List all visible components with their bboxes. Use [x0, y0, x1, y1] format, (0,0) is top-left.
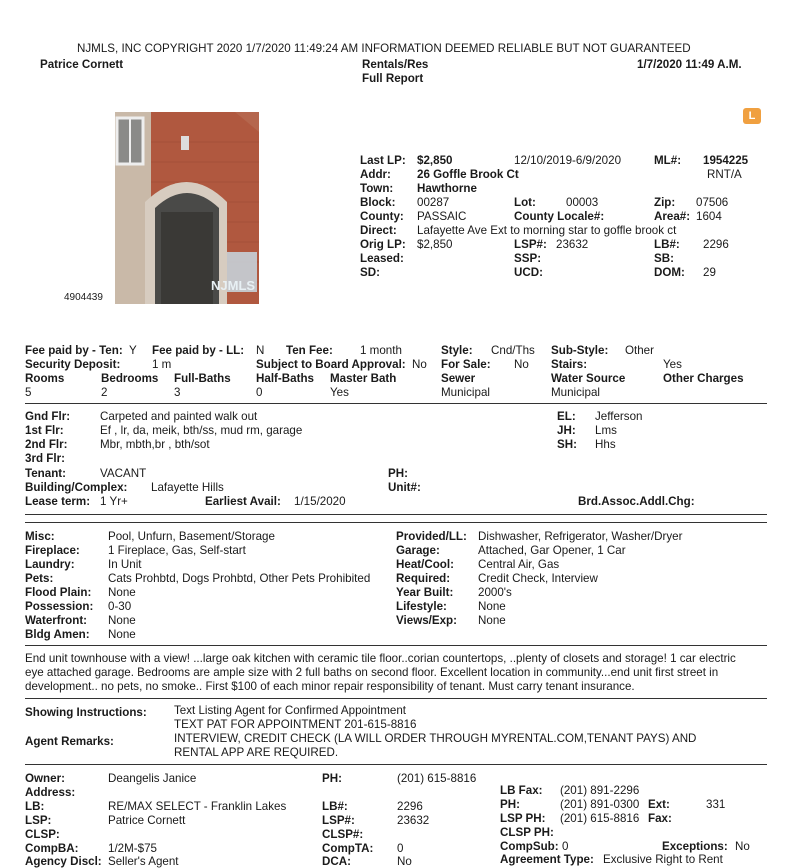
orig-lp-label: Orig LP: — [360, 238, 406, 251]
clsp-ph-label: CLSP PH: — [500, 826, 554, 839]
photo-id: 4904439 — [64, 292, 103, 303]
agent-remarks-line-2: INTERVIEW, CREDIT CHECK (LA WILL ORDER THROUGH MYRENTAL.COM,TENANT PAYS) AND — [174, 732, 697, 745]
photo-watermark: NJMLS — [211, 278, 256, 293]
sewer: Municipal — [441, 386, 490, 399]
lot: 00003 — [566, 196, 599, 209]
sb-label: SB: — [654, 252, 674, 265]
lsp-number: 23632 — [556, 238, 589, 251]
address: 26 Goffle Brook Ct — [417, 168, 519, 181]
for-sale: No — [514, 358, 529, 371]
lsp-num-label: LSP#: — [322, 814, 355, 827]
fee-ll: N — [256, 344, 265, 357]
water-source: Municipal — [551, 386, 600, 399]
lb-fax-label: LB Fax: — [500, 784, 543, 797]
divider — [25, 403, 767, 404]
lsp-agent: Patrice Cornett — [108, 814, 186, 827]
misc-label: Misc: — [25, 530, 55, 543]
direct-label: Direct: — [360, 224, 397, 237]
masterbath: Yes — [330, 386, 349, 399]
area-label: Area#: — [654, 210, 691, 223]
ext: 331 — [706, 798, 726, 811]
owner: Deangelis Janice — [108, 772, 197, 785]
views: None — [478, 614, 506, 627]
stairs: Yes — [663, 358, 682, 371]
status-badge: L — [743, 108, 761, 124]
year-built: 2000's — [478, 586, 512, 599]
pets: Cats Prohbtd, Dogs Prohbtd, Other Pets Prohibited — [108, 572, 371, 585]
laundry-label: Laundry: — [25, 558, 75, 571]
sh-label: SH: — [557, 438, 577, 451]
zip-label: Zip: — [654, 196, 676, 209]
zip: 07506 — [696, 196, 729, 209]
garage: Attached, Gar Opener, 1 Car — [478, 544, 626, 557]
security-deposit-label: Security Deposit: — [25, 358, 121, 371]
county: PASSAIC — [417, 210, 467, 223]
divider — [25, 645, 767, 646]
halfbaths-label: Half-Baths — [256, 372, 314, 385]
lb-office: RE/MAX SELECT - Franklin Lakes — [108, 800, 287, 813]
office-ph-label: PH: — [500, 798, 520, 811]
ssp-label: SSP: — [514, 252, 542, 265]
town-label: Town: — [360, 182, 394, 195]
building-label: Building/Complex: — [25, 481, 128, 494]
clsp-num-label: CLSP#: — [322, 828, 364, 841]
lease-term-label: Lease term: — [25, 495, 91, 508]
owner-label: Owner: — [25, 772, 65, 785]
fee-ten-label: Fee paid by - Ten: — [25, 344, 123, 357]
dca-label: DCA: — [322, 855, 351, 868]
divider — [25, 522, 767, 523]
ten-fee-label: Ten Fee: — [286, 344, 333, 357]
block: 00287 — [417, 196, 450, 209]
owner-ph-label: PH: — [322, 772, 342, 785]
compsub-label: CompSub: — [500, 840, 559, 853]
sh-school: Hhs — [595, 438, 616, 451]
lb-number: 2296 — [703, 238, 729, 251]
agent-remarks-line-1: TEXT PAT FOR APPOINTMENT 201-615-8816 — [174, 718, 417, 731]
dca: No — [397, 855, 412, 868]
remarks-line-1: End unit townhouse with a view! ...large oak kitchen with ceramic tile floor..corian countertops, ..plenty of closets and storage! 1 car electric — [25, 652, 736, 665]
dom: 29 — [703, 266, 716, 279]
sewer-label: Sewer — [441, 372, 476, 385]
copyright-notice: NJMLS, INC COPYRIGHT 2020 1/7/2020 11:49:24 AM INFORMATION DEEMED RELIABLE BUT NOT GUARANTEED — [77, 42, 691, 55]
divider — [25, 764, 767, 765]
waterfront-label: Waterfront: — [25, 614, 88, 627]
masterbath-label: Master Bath — [330, 372, 397, 385]
agency-discl: Seller's Agent — [108, 855, 179, 868]
lsp-num: 23632 — [397, 814, 430, 827]
halfbaths: 0 — [256, 386, 263, 399]
last-lp-label: Last LP: — [360, 154, 406, 167]
lb-num: 2296 — [397, 800, 423, 813]
required: Credit Check, Interview — [478, 572, 598, 585]
security-deposit: 1 m — [152, 358, 172, 371]
for-sale-label: For Sale: — [441, 358, 491, 371]
block-label: Block: — [360, 196, 396, 209]
last-lp-value: $2,850 — [417, 154, 453, 167]
compta: 0 — [397, 842, 404, 855]
required-label: Required: — [396, 572, 451, 585]
exceptions-label: Exceptions: — [662, 840, 728, 853]
report-title: Full Report — [362, 72, 424, 85]
town: Hawthorne — [417, 182, 477, 195]
flood-plain-label: Flood Plain: — [25, 586, 92, 599]
remarks-line-2: eye attached garage. Bedrooms are ample size with 2 full baths on second floor. Excellent location in community...end unit first street in — [25, 666, 719, 679]
showing-label: Showing Instructions: — [25, 706, 147, 719]
views-label: Views/Exp: — [396, 614, 458, 627]
county-label: County: — [360, 210, 404, 223]
agreement-type: Exclusive Right to Rent — [603, 853, 723, 866]
agent-name: Patrice Cornett — [40, 58, 124, 71]
fireplace: 1 Fireplace, Gas, Self-start — [108, 544, 246, 557]
divider — [25, 698, 767, 699]
building: Lafayette Hills — [151, 481, 224, 494]
year-built-label: Year Built: — [396, 586, 454, 599]
remarks-line-3: development.. no pets, no smoke.. First $100 of each minor repair responsibility of tenant. Must carry tenant insurance. — [25, 680, 635, 693]
el-label: EL: — [557, 410, 576, 423]
board-approval-label: Subject to Board Approval: — [256, 358, 406, 371]
office-phone: (201) 891-0300 — [560, 798, 640, 811]
agent-remarks-line-3: RENTAL APP ARE REQUIRED. — [174, 746, 339, 759]
fee-ll-label: Fee paid by - LL: — [152, 344, 245, 357]
divider — [25, 514, 767, 515]
el-school: Jefferson — [595, 410, 643, 423]
ml-label: ML#: — [654, 154, 682, 167]
lifestyle-label: Lifestyle: — [396, 600, 447, 613]
rooms: 5 — [25, 386, 32, 399]
jh-label: JH: — [557, 424, 576, 437]
possession: 0-30 — [108, 600, 132, 613]
gnd-flr: Carpeted and painted walk out — [100, 410, 258, 423]
dom-label: DOM: — [654, 266, 685, 279]
lease-term: 1 Yr+ — [100, 495, 128, 508]
compba-label: CompBA: — [25, 842, 79, 855]
style-label: Style: — [441, 344, 473, 357]
agency-discl-label: Agency Discl: — [25, 855, 102, 868]
ph-label: PH: — [388, 467, 408, 480]
first-flr-label: 1st Flr: — [25, 424, 64, 437]
ml-number: 1954225 — [703, 154, 749, 167]
second-flr: Mbr, mbth,br , bth/sot — [100, 438, 210, 451]
second-flr-label: 2nd Flr: — [25, 438, 68, 451]
laundry: In Unit — [108, 558, 142, 571]
third-flr-label: 3rd Flr: — [25, 452, 65, 465]
orig-lp: $2,850 — [417, 238, 453, 251]
ext-label: Ext: — [648, 798, 670, 811]
date-range: 12/10/2019-6/9/2020 — [514, 154, 622, 167]
addr-label: Addr: — [360, 168, 391, 181]
fullbaths-label: Full-Baths — [174, 372, 231, 385]
county-locale-label: County Locale#: — [514, 210, 605, 223]
address-label: Address: — [25, 786, 76, 799]
pets-label: Pets: — [25, 572, 54, 585]
agent-remarks-label: Agent Remarks: — [25, 735, 114, 748]
ucd-label: UCD: — [514, 266, 543, 279]
fax-label: Fax: — [648, 812, 672, 825]
bldg-amen-label: Bldg Amen: — [25, 628, 90, 641]
provided-label: Provided/LL: — [396, 530, 467, 543]
provided: Dishwasher, Refrigerator, Washer/Dryer — [478, 530, 683, 543]
bedrooms: 2 — [101, 386, 108, 399]
first-flr: Ef , lr, da, meik, bth/ss, mud rm, garage — [100, 424, 303, 437]
exceptions: No — [735, 840, 750, 853]
brd-assoc-label: Brd.Assoc.Addl.Chg: — [578, 495, 695, 508]
lsp-ph-label: LSP PH: — [500, 812, 546, 825]
bldg-amen: None — [108, 628, 136, 641]
lb-office-label: LB: — [25, 800, 45, 813]
jh-school: Lms — [595, 424, 617, 437]
lsp-agent-label: LSP: — [25, 814, 52, 827]
property-photo[interactable] — [115, 112, 259, 304]
townhouse-image — [115, 112, 259, 304]
clsp-label: CLSP: — [25, 828, 60, 841]
leased-label: Leased: — [360, 252, 404, 265]
owner-phone: (201) 615-8816 — [397, 772, 477, 785]
lb-num-label: LB#: — [322, 800, 348, 813]
compsub: 0 — [562, 840, 569, 853]
lsp-label: LSP#: — [514, 238, 547, 251]
compba: 1/2M-$75 — [108, 842, 157, 855]
substyle: Other — [625, 344, 654, 357]
stairs-label: Stairs: — [551, 358, 588, 371]
lb-label: LB#: — [654, 238, 680, 251]
earliest-avail-label: Earliest Avail: — [205, 495, 281, 508]
misc: Pool, Unfurn, Basement/Storage — [108, 530, 275, 543]
fullbaths: 3 — [174, 386, 181, 399]
gnd-flr-label: Gnd Flr: — [25, 410, 71, 423]
directions: Lafayette Ave Ext to morning star to goffle brook ct — [417, 224, 677, 237]
unit-label: Unit#: — [388, 481, 421, 494]
lifestyle: None — [478, 600, 506, 613]
heat-cool-label: Heat/Cool: — [396, 558, 454, 571]
water-source-label: Water Source — [551, 372, 626, 385]
style: Cnd/Ths — [491, 344, 535, 357]
lot-label: Lot: — [514, 196, 536, 209]
sd-label: SD: — [360, 266, 380, 279]
tenant-label: Tenant: — [25, 467, 67, 480]
report-datetime: 1/7/2020 11:49 A.M. — [637, 58, 742, 71]
fireplace-label: Fireplace: — [25, 544, 80, 557]
tenant: VACANT — [100, 467, 147, 480]
other-charges-label: Other Charges — [663, 372, 744, 385]
fee-ten: Y — [129, 344, 137, 357]
agreement-type-label: Agreement Type: — [500, 853, 594, 866]
ten-fee: 1 month — [360, 344, 402, 357]
garage-label: Garage: — [396, 544, 440, 557]
substyle-label: Sub-Style: — [551, 344, 609, 357]
board-approval: No — [412, 358, 427, 371]
heat-cool: Central Air, Gas — [478, 558, 560, 571]
earliest-avail: 1/15/2020 — [294, 495, 346, 508]
listing-type: RNT/A — [707, 168, 742, 181]
waterfront: None — [108, 614, 136, 627]
showing-instructions: Text Listing Agent for Confirmed Appointment — [174, 704, 407, 717]
lb-fax: (201) 891-2296 — [560, 784, 640, 797]
listing-category: Rentals/Res — [362, 58, 429, 71]
bedrooms-label: Bedrooms — [101, 372, 159, 385]
possession-label: Possession: — [25, 600, 94, 613]
area: 1604 — [696, 210, 722, 223]
rooms-label: Rooms — [25, 372, 65, 385]
compta-label: CompTA: — [322, 842, 374, 855]
lsp-phone: (201) 615-8816 — [560, 812, 640, 825]
flood-plain: None — [108, 586, 136, 599]
